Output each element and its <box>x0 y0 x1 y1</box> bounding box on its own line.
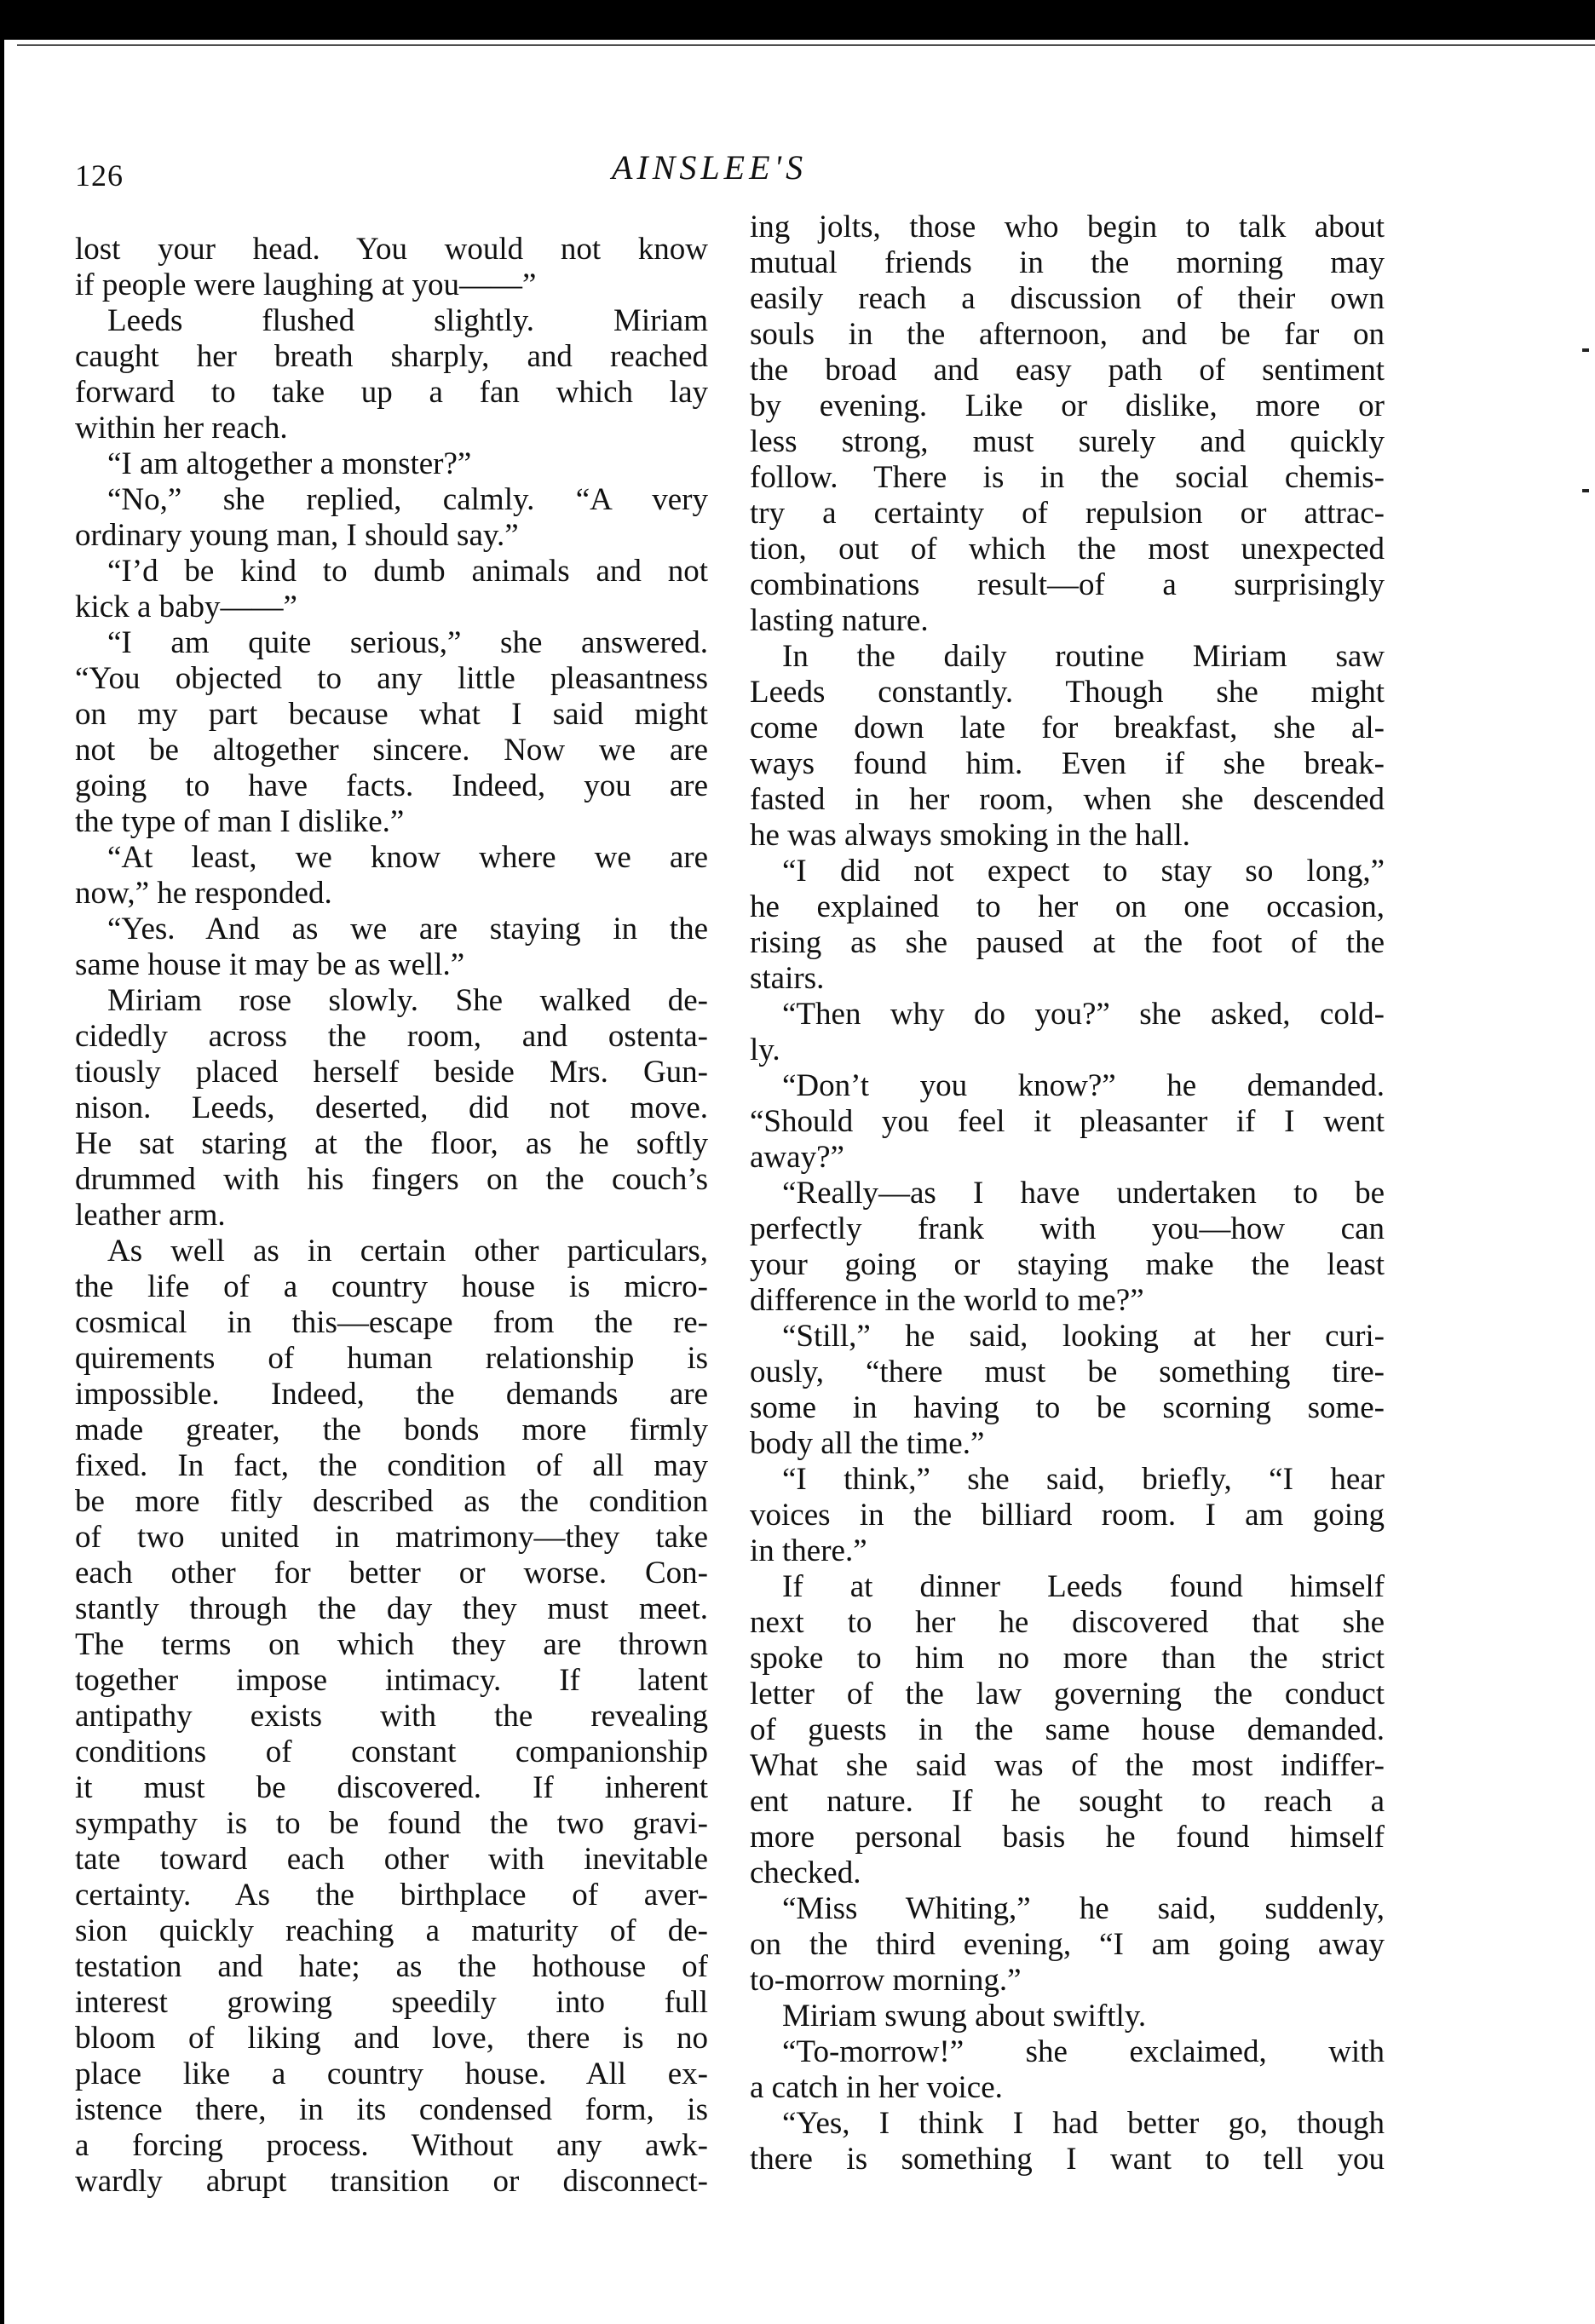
text-line: some in having to be scorning some- <box>750 1390 1385 1425</box>
text-line: “Yes, I think I had better go, though <box>782 2106 1385 2141</box>
text-line: more personal basis he found himself <box>750 1820 1385 1855</box>
text-line: of guests in the same house demanded. <box>750 1712 1385 1747</box>
text-line: Leeds constantly. Though she might <box>750 675 1385 710</box>
text-line: conditions of constant companionship <box>75 1734 708 1769</box>
text-line: “I think,” she said, briefly, “I hear <box>782 1462 1385 1497</box>
text-line: the life of a country house is micro- <box>75 1269 708 1304</box>
text-line: “Still,” he said, looking at her curi- <box>782 1319 1385 1354</box>
text-line: antipathy exists with the revealing <box>75 1699 708 1734</box>
text-line: the broad and easy path of sentiment <box>750 353 1385 388</box>
text-line: to-morrow morning.” <box>750 1963 1022 1998</box>
text-line: it must be discovered. If inherent <box>75 1770 708 1805</box>
text-line: a catch in her voice. <box>750 2070 1003 2105</box>
text-line: there is something I want to tell you <box>750 2142 1385 2177</box>
text-line: stantly through the day they must meet. <box>75 1591 708 1626</box>
text-line: in there.” <box>750 1533 867 1568</box>
text-line: on the third evening, “I am going away <box>750 1927 1385 1962</box>
text-line: “Don’t you know?” he demanded. <box>782 1068 1385 1103</box>
text-line: less strong, must surely and quickly <box>750 424 1385 459</box>
text-line: mutual friends in the morning may <box>750 245 1385 280</box>
text-line: “Then why do you?” she asked, cold- <box>782 997 1385 1032</box>
text-line: not be altogether sincere. Now we are <box>75 733 708 768</box>
text-line: fixed. In fact, the condition of all may <box>75 1448 708 1483</box>
text-line: your going or staying make the least <box>750 1247 1385 1282</box>
text-line: leather arm. <box>75 1198 226 1233</box>
text-line: “Should you feel it pleasanter if I went <box>750 1104 1385 1139</box>
page-top-edge-line <box>17 44 1595 46</box>
text-line: easily reach a discussion of their own <box>750 281 1385 316</box>
text-line: “I did not expect to stay so long,” <box>782 854 1385 889</box>
text-line: istence there, in its condensed form, is <box>75 2092 708 2127</box>
text-line: “Really—as I have undertaken to be <box>782 1176 1385 1211</box>
text-line: souls in the afternoon, and be far on <box>750 317 1385 352</box>
text-line: sion quickly reaching a maturity of de- <box>75 1913 708 1948</box>
text-column-left <box>75 232 708 2200</box>
text-line: Leeds flushed slightly. Miriam <box>107 303 708 338</box>
text-line: wardly abrupt transition or disconnect- <box>75 2164 708 2199</box>
text-line: difference in the world to me?” <box>750 1283 1144 1318</box>
text-line: The terms on which they are thrown <box>75 1627 708 1662</box>
text-line: certainty. As the birthplace of aver- <box>75 1878 708 1913</box>
text-line: away?” <box>750 1140 844 1175</box>
text-line: ordinary young man, I should say.” <box>75 518 519 553</box>
text-line: “I am quite serious,” she answered. <box>107 625 708 660</box>
text-line: ly. <box>750 1033 780 1067</box>
text-line: In the daily routine Miriam saw <box>782 639 1385 674</box>
text-line: “No,” she replied, calmly. “A very <box>107 482 708 517</box>
text-line: drummed with his fingers on the couch’s <box>75 1162 708 1197</box>
text-line: on my part because what I said might <box>75 697 708 732</box>
text-line: quirements of human relationship is <box>75 1341 708 1376</box>
text-line: body all the time.” <box>750 1426 985 1461</box>
text-line: come down late for breakfast, she al- <box>750 710 1385 745</box>
text-line: together impose intimacy. If latent <box>75 1663 708 1698</box>
text-line: combinations result—of a surprisingly <box>750 567 1385 602</box>
text-line: “At least, we know where we are <box>107 840 708 875</box>
page-number: 126 <box>75 158 124 193</box>
text-line: cosmical in this—escape from the re- <box>75 1305 708 1340</box>
scan-speck-mark <box>1582 348 1589 352</box>
text-line: stairs. <box>750 961 825 996</box>
text-line: within her reach. <box>75 411 288 446</box>
text-line: caught her breath sharply, and reached <box>75 339 708 374</box>
text-line: ways found him. Even if she break- <box>750 746 1385 781</box>
text-line: he was always smoking in the hall. <box>750 818 1190 853</box>
text-line: He sat staring at the floor, as he softly <box>75 1126 708 1161</box>
text-line: lasting nature. <box>750 603 929 638</box>
text-line: same house it may be as well.” <box>75 947 465 982</box>
text-line: “I am altogether a monster?” <box>107 446 472 481</box>
text-line: checked. <box>750 1855 861 1890</box>
text-line: now,” he responded. <box>75 876 332 911</box>
text-line: bloom of liking and love, there is no <box>75 2021 708 2056</box>
text-line: spoke to him no more than the strict <box>750 1641 1385 1676</box>
text-line: If at dinner Leeds found himself <box>782 1569 1385 1604</box>
text-line: of two united in matrimony—they take <box>75 1520 708 1555</box>
text-line: perfectly frank with you—how can <box>750 1211 1385 1246</box>
running-head-title: AINSLEE'S <box>612 148 808 187</box>
text-line: made greater, the bonds more firmly <box>75 1412 708 1447</box>
text-line: “Yes. And as we are staying in the <box>107 912 708 946</box>
text-column-right <box>750 210 1385 2177</box>
magazine-page <box>4 39 1595 2324</box>
text-line: ously, “there must be something tire- <box>750 1355 1385 1389</box>
text-line: ent nature. If he sought to reach a <box>750 1784 1385 1819</box>
text-line: be more fitly described as the condition <box>75 1484 708 1519</box>
text-line: fasted in her room, when she descended <box>750 782 1385 817</box>
text-line: next to her he discovered that she <box>750 1605 1385 1640</box>
scan-top-border <box>0 0 1595 39</box>
text-line: each other for better or worse. Con- <box>75 1556 708 1591</box>
text-line: voices in the billiard room. I am going <box>750 1498 1385 1533</box>
text-line: forward to take up a fan which lay <box>75 375 708 410</box>
scan-speck-mark <box>1582 489 1589 492</box>
text-line: interest growing speedily into full <box>75 1985 708 2020</box>
text-line: going to have facts. Indeed, you are <box>75 768 708 803</box>
text-line: place like a country house. All ex- <box>75 2057 708 2091</box>
text-line: try a certainty of repulsion or attrac- <box>750 496 1385 531</box>
text-line: kick a baby——” <box>75 590 297 624</box>
text-line: a forcing process. Without any awk- <box>75 2128 708 2163</box>
text-line: Miriam rose slowly. She walked de- <box>107 983 708 1018</box>
text-line: rising as she paused at the foot of the <box>750 925 1385 960</box>
text-line: tiously placed herself beside Mrs. Gun- <box>75 1055 708 1090</box>
text-line: nison. Leeds, deserted, did not move. <box>75 1090 708 1125</box>
text-line: “I’d be kind to dumb animals and not <box>107 554 708 589</box>
text-line: impossible. Indeed, the demands are <box>75 1377 708 1412</box>
text-line: lost your head. You would not know <box>75 232 708 267</box>
text-line: “To-morrow!” she exclaimed, with <box>782 2034 1385 2069</box>
text-line: “You objected to any little pleasantness <box>75 661 708 696</box>
text-line: follow. There is in the social chemis- <box>750 460 1385 495</box>
text-line: testation and hate; as the hothouse of <box>75 1949 708 1984</box>
text-line: by evening. Like or dislike, more or <box>750 388 1385 423</box>
text-line: sympathy is to be found the two gravi- <box>75 1806 708 1841</box>
text-line: “Miss Whiting,” he said, suddenly, <box>782 1891 1385 1926</box>
text-line: Miriam swung about swiftly. <box>782 1999 1147 2034</box>
text-line: if people were laughing at you——” <box>75 267 537 302</box>
text-line: the type of man I dislike.” <box>75 804 405 839</box>
text-line: As well as in certain other particulars, <box>107 1234 708 1268</box>
text-line: What she said was of the most indiffer- <box>750 1748 1385 1783</box>
text-line: tate toward each other with inevitable <box>75 1842 708 1877</box>
text-line: letter of the law governing the conduct <box>750 1677 1385 1711</box>
text-line: he explained to her on one occasion, <box>750 889 1385 924</box>
text-line: cidedly across the room, and ostenta- <box>75 1019 708 1054</box>
text-line: tion, out of which the most unexpected <box>750 532 1385 567</box>
text-line: ing jolts, those who begin to talk about <box>750 210 1385 244</box>
